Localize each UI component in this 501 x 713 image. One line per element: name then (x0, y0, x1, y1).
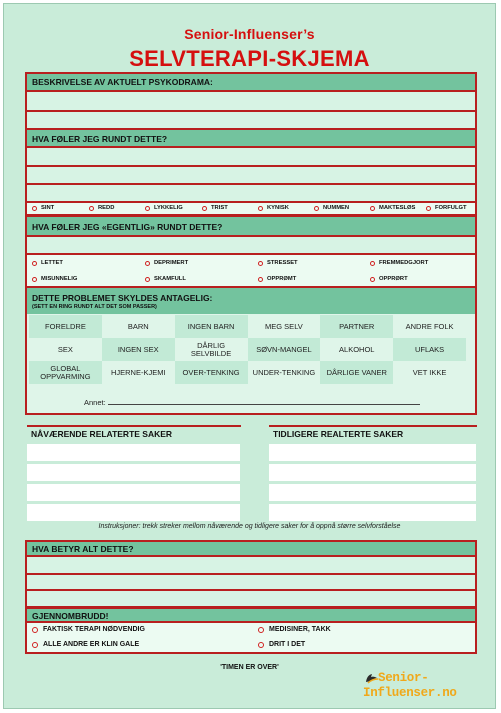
cause-option[interactable]: ANDRE FOLK (393, 315, 466, 338)
cause-option[interactable]: HJERNE-KJEMI (102, 361, 175, 384)
meaning-header (27, 542, 475, 557)
psychodrama-line-1[interactable] (27, 92, 475, 110)
logo-line1: Senior- (378, 671, 429, 685)
feelings-line-3[interactable] (27, 185, 475, 201)
meaning-label: HVA BETYR ALT DETTE? (32, 544, 134, 554)
cause-option[interactable]: FORELDRE (29, 315, 102, 338)
psychodrama-line-2[interactable] (27, 112, 475, 128)
cause-option[interactable]: GLOBAL OPPVARMING (29, 361, 102, 384)
feelings-header (27, 128, 475, 148)
real-feeling-option-opprørt[interactable]: OPPRØRT (370, 276, 408, 282)
breakthrough-box (25, 607, 477, 654)
current-related-row[interactable] (27, 484, 240, 501)
feeling-option-lykkelig[interactable]: LYKKELIG (145, 205, 183, 211)
instructions-text: Instruksjoner: trekk streker mellom nåværende og tidligere saker for å oppnå større selvforståelse (98, 523, 401, 530)
problem-cause-label: DETTE PROBLEMET SKYLDES ANTAGELIG: (32, 293, 213, 303)
cause-option[interactable]: UFLAKS (393, 338, 466, 361)
current-related-label: NÅVÆRENDE RELATERTE SAKER (31, 429, 173, 439)
session-over-text: 'TIMEN ER OVER' (220, 664, 279, 671)
problem-cause-box (25, 286, 477, 415)
real-feeling-option-stresset[interactable]: STRESSET (258, 260, 298, 266)
feeling-option-nummen[interactable]: NUMMEN (314, 205, 349, 211)
real-feeling-option-lettet[interactable]: LETTET (32, 260, 63, 266)
feeling-option-maktesløs[interactable]: MAKTESLØS (370, 205, 415, 211)
feelings-line-2[interactable] (27, 167, 475, 183)
real-feeling-option-opprømt[interactable]: OPPRØMT (258, 276, 296, 282)
feelings-label: HVA FØLER JEG RUNDT DETTE? (32, 134, 168, 144)
breakthrough-header (27, 609, 475, 623)
meaning-line-1[interactable] (27, 557, 475, 573)
feeling-option-kynisk[interactable]: KYNISK (258, 205, 289, 211)
real-feeling-option-misunnelig[interactable]: MISUNNELIG (32, 276, 77, 282)
cause-option[interactable]: MEG SELV (248, 315, 321, 338)
previous-related-row[interactable] (269, 444, 476, 461)
cause-option[interactable]: BARN (102, 315, 175, 338)
feelings-line-1[interactable] (27, 148, 475, 165)
previous-related-header (269, 425, 477, 439)
previous-related-row[interactable] (269, 484, 476, 501)
logo-swoosh-icon (365, 672, 379, 684)
real-feelings-label: HVA FØLER JEG «EGENTLIG» RUNDT DETTE? (32, 222, 223, 232)
psychodrama-header (27, 74, 475, 92)
other-cause-field[interactable] (84, 397, 420, 407)
cause-option[interactable]: SØVN-MANGEL (248, 338, 321, 361)
previous-related-row[interactable] (269, 504, 476, 521)
feeling-option-forfulgt[interactable]: FORFULGT (426, 205, 467, 211)
real-feeling-option-deprimert[interactable]: DEPRIMERT (145, 260, 188, 266)
other-cause-label: Annet: (84, 398, 106, 407)
meaning-box (25, 540, 477, 608)
cause-option[interactable]: INGEN BARN (175, 315, 248, 338)
breakthrough-option-others-crazy[interactable]: ALLE ANDRE ER KLIN GALE (32, 641, 139, 648)
cause-option[interactable]: DÅRLIGE VANER (320, 361, 393, 384)
breakthrough-option-therapy[interactable]: FAKTISK TERAPI NØDVENDIG (32, 626, 145, 633)
psychodrama-feelings-box (25, 72, 477, 216)
form-title-line1: Senior-Influenser’s (184, 26, 315, 42)
current-related-row[interactable] (27, 504, 240, 521)
current-related-row[interactable] (27, 444, 240, 461)
cause-option[interactable]: INGEN SEX (102, 338, 175, 361)
psychodrama-label: BESKRIVELSE AV AKTUELT PSYKODRAMA: (32, 77, 213, 87)
breakthrough-option-medication[interactable]: MEDISINER, TAKK (258, 626, 331, 633)
real-feelings-line-1[interactable] (27, 237, 475, 253)
real-feelings-header (27, 217, 475, 237)
breakthrough-option-forget-it[interactable]: DRIT I DET (258, 641, 305, 648)
breakthrough-label: GJENNOMBRUDD! (32, 611, 109, 621)
logo-line2: Influenser.no (363, 686, 457, 700)
feeling-option-trist[interactable]: TRIST (202, 205, 228, 211)
cause-option[interactable]: VET IKKE (393, 361, 466, 384)
feeling-option-redd[interactable]: REDD (89, 205, 114, 211)
senior-influenser-logo (361, 671, 471, 705)
feeling-option-sint[interactable]: SINT (32, 205, 54, 211)
real-feeling-option-skamfull[interactable]: SKAMFULL (145, 276, 186, 282)
cause-option[interactable]: OVER-TENKING (175, 361, 248, 384)
cause-option[interactable]: ALKOHOL (320, 338, 393, 361)
form-page (3, 3, 496, 709)
current-related-row[interactable] (27, 464, 240, 481)
problem-cause-sublabel: (SETT EN RING RUNDT ALT DET SOM PASSER) (32, 304, 157, 310)
form-title-line2: SELVTERAPI-SKJEMA (129, 46, 370, 71)
cause-option[interactable]: DÅRLIG SELVBILDE (175, 338, 248, 361)
cause-option[interactable]: PARTNER (320, 315, 393, 338)
meaning-line-2[interactable] (27, 575, 475, 589)
real-feeling-option-fremmedgjort[interactable]: FREMMEDGJORT (370, 260, 428, 266)
problem-cause-header (27, 288, 475, 314)
real-feelings-box (25, 215, 477, 287)
cause-option[interactable]: UNDER-TENKING (248, 361, 321, 384)
previous-related-row[interactable] (269, 464, 476, 481)
previous-related-label: TIDLIGERE REALTERTE SAKER (273, 429, 404, 439)
cause-option[interactable]: SEX (29, 338, 102, 361)
meaning-line-3[interactable] (27, 591, 475, 606)
cause-grid (29, 315, 466, 384)
current-related-header (27, 425, 241, 439)
